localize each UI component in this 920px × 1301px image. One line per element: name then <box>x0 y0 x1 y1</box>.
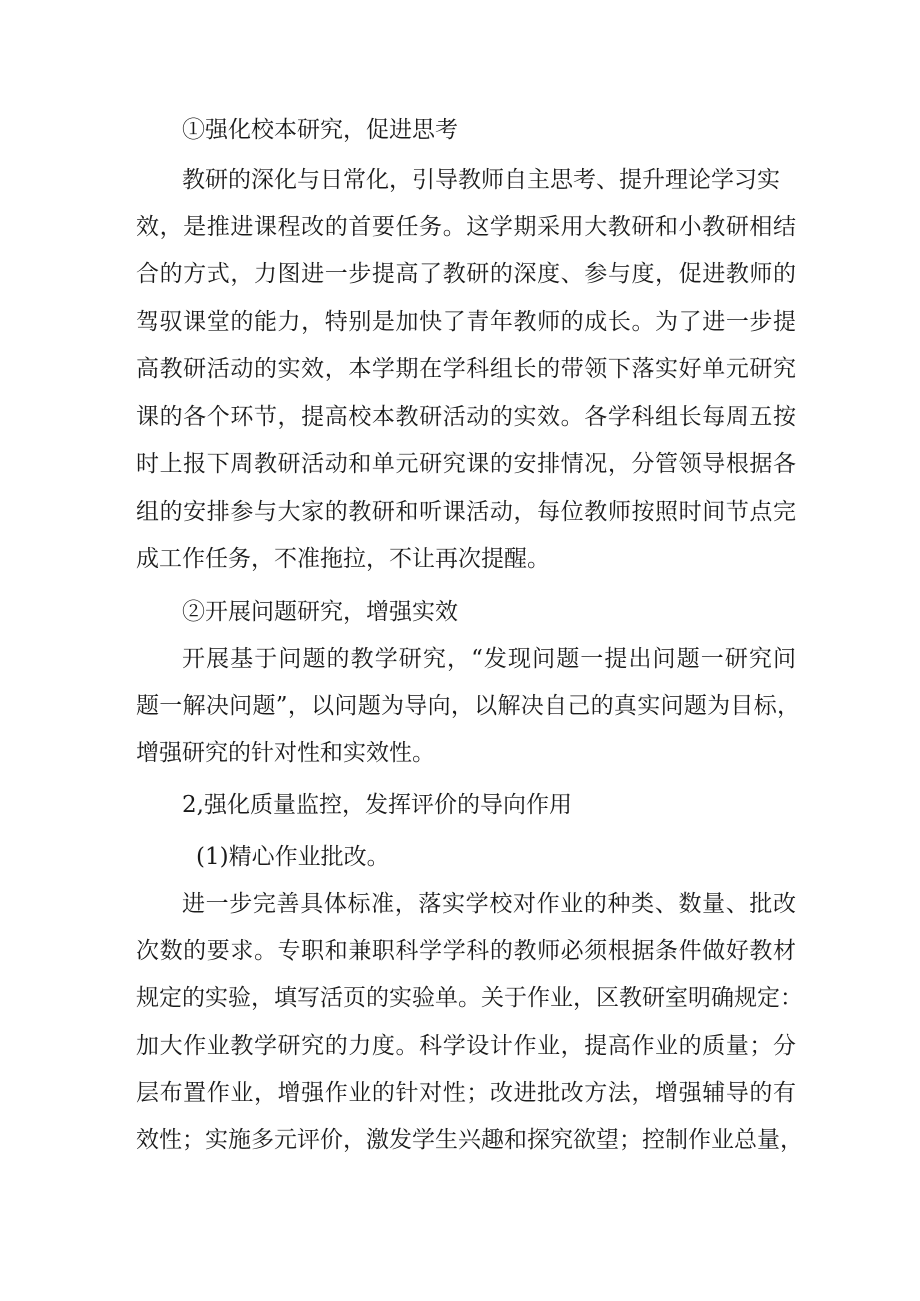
paragraph-line: 成工作任务，不准拖拉，不让再次提醒。 <box>136 546 550 572</box>
paragraph-line: 组的安排参与大家的教研和听课活动，每位教师按照时间节点完 <box>136 499 796 525</box>
paragraph-line: 高教研活动的实效，本学期在学科组长的带领下落实好单元研究 <box>136 356 796 382</box>
paragraph-line: 题一解决问题”，以问题为导向，以解决自己的真实问题为目标， <box>136 693 800 719</box>
paragraph-line: 时上报下周教研活动和单元研究课的安排情况，分管领导根据各 <box>136 451 796 477</box>
paragraph-line: 课的各个环节，提高校本教研活动的实效。各学科组长每周五按 <box>136 404 796 430</box>
subheading-school-research: ①强化校本研究，促进思考 <box>182 117 458 143</box>
paragraph-line: 开展基于问题的教学研究，“发现问题一提出问题一研究问 <box>182 646 796 672</box>
paragraph-line: 驾驭课堂的能力，特别是加快了青年教师的成长。为了进一步提 <box>136 309 796 335</box>
section-heading-quality-monitoring: 2,强化质量监控，发挥评价的导向作用 <box>182 792 572 818</box>
paragraph-line: 增强研究的针对性和实效性。 <box>136 740 435 766</box>
paragraph-line: 进一步完善具体标准，落实学校对作业的种类、数量、批改 <box>182 891 796 917</box>
paragraph-line: 合的方式，力图进一步提高了教研的深度、参与度，促进教师的 <box>136 261 796 287</box>
subheading-homework-marking: (1)精心作业批改。 <box>196 844 390 870</box>
paragraph-line: 效，是推进课程改的首要任务。这学期采用大教研和小教研相结 <box>136 214 796 240</box>
paragraph-line: 次数的要求。专职和兼职科学学科的教师必须根据条件做好教材 <box>136 938 796 964</box>
paragraph-line: 规定的实验，填写活页的实验单。关于作业，区教研室明确规定： <box>136 985 803 1011</box>
subheading-problem-research: ②开展问题研究，增强实效 <box>182 599 458 625</box>
paragraph-line: 教研的深化与日常化，引导教师自主思考、提升理论学习实 <box>182 167 780 193</box>
paragraph-line: 加大作业教学研究的力度。科学设计作业，提高作业的质量；分 <box>136 1033 796 1059</box>
paragraph-line: 效性；实施多元评价，激发学生兴趣和探究欲望；控制作业总量， <box>136 1127 803 1153</box>
paragraph-line: 层布置作业，增强作业的针对性；改进批改方法，增强辅导的有 <box>136 1080 796 1106</box>
